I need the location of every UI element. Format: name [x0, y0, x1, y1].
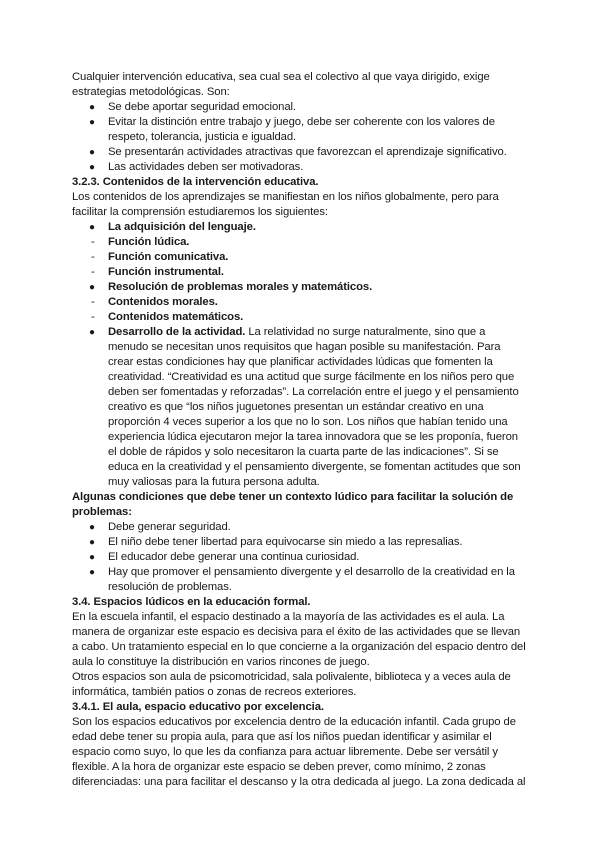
- dash-icon: -: [91, 296, 95, 308]
- document-page: [72, 70, 528, 790]
- list-item-text: Hay que promover el pensamiento divergente y el desarrollo de la creatividad en la resolución de problemas.: [108, 566, 515, 593]
- list-item: [72, 565, 528, 595]
- contents-list: [72, 220, 528, 490]
- list-item-text: Resolución de problemas morales y matemáticos.: [108, 281, 373, 293]
- list-item-text: Debe generar seguridad.: [108, 521, 231, 533]
- section-3-4-paragraph-2: Otros espacios son aula de psicomotricidad, sala polivalente, biblioteca y a veces aula de informática, también patios o zonas de recreos exteriores.: [72, 671, 511, 698]
- list-item: [72, 220, 528, 235]
- section-heading-3-4: 3.4. Espacios lúdicos en la educación formal.: [72, 596, 311, 608]
- list-item: [72, 535, 528, 550]
- strategies-list: [72, 100, 528, 175]
- list-item-text: La adquisición del lenguaje.: [108, 221, 256, 233]
- list-item-text: Función instrumental.: [108, 266, 224, 278]
- bullet-icon: ●: [89, 282, 95, 293]
- bullet-icon: ●: [89, 117, 95, 128]
- dash-icon: -: [91, 311, 95, 323]
- list-item-text: Función lúdica.: [108, 236, 190, 248]
- list-item: [72, 280, 528, 295]
- list-item-text: Contenidos matemáticos.: [108, 311, 244, 323]
- section-heading-3-4-1: 3.4.1. El aula, espacio educativo por excelencia.: [72, 701, 324, 713]
- list-item: [72, 325, 528, 490]
- bullet-icon: ●: [89, 222, 95, 233]
- list-item-text: El educador debe generar una continua curiosidad.: [108, 551, 360, 563]
- intro-paragraph: Cualquier intervención educativa, sea cual sea el colectivo al que vaya dirigido, exige estrategias metodológicas. Son:: [72, 71, 490, 98]
- list-item-text: Evitar la distinción entre trabajo y juego, debe ser coherente con los valores de respeto, tolerancia, justicia e igualdad.: [108, 116, 495, 143]
- list-item: [72, 160, 528, 175]
- list-item: [72, 100, 528, 115]
- dash-icon: -: [91, 251, 95, 263]
- list-item: [72, 145, 528, 160]
- bullet-icon: ●: [89, 522, 95, 533]
- list-item-text: Se debe aportar seguridad emocional.: [108, 101, 296, 113]
- list-item-text: Se presentarán actividades atractivas que favorezcan el aprendizaje significativo.: [108, 146, 507, 158]
- list-item: [72, 265, 528, 280]
- list-item-text: Función comunicativa.: [108, 251, 229, 263]
- list-item: [72, 310, 528, 325]
- conditions-heading: Algunas condiciones que debe tener un contexto lúdico para facilitar la solución de problemas:: [72, 491, 514, 518]
- bullet-icon: ●: [89, 537, 95, 548]
- dash-icon: -: [91, 236, 95, 248]
- section-3-4-paragraph-1: En la escuela infantil, el espacio destinado a la mayoría de las actividades es el aula. La manera de organizar este espacio es decisiva para el éxito de las actividades que se llevan a cabo. Un tratamiento especial en lo que concierne a la organización del espacio dentro del aula lo constituye la distribución en varios rincones de juego.: [72, 611, 526, 668]
- bullet-icon: ●: [89, 567, 95, 578]
- bullet-icon: ●: [89, 327, 95, 338]
- list-item-text: El niño debe tener libertad para equivocarse sin miedo a las represalias.: [108, 536, 463, 548]
- list-item-text: Las actividades deben ser motivadoras.: [108, 161, 304, 173]
- creativity-title: Desarrollo de la actividad.: [108, 326, 246, 338]
- list-item: [72, 235, 528, 250]
- list-item: [72, 550, 528, 565]
- list-item-text: Contenidos morales.: [108, 296, 218, 308]
- bullet-icon: ●: [89, 102, 95, 113]
- list-item: [72, 520, 528, 535]
- creativity-text: La relatividad no surge naturalmente, sino que a menudo se necesitan unos requisitos que hagan posible su manifestación. Para crear estas condiciones hay que planificar actividades lúdicas que fomenten la creatividad. “Creatividad es una actitud que surge fácilmente en los niños pero que deben ser fomentadas y reforzadas”. La correlación entre el juego y el pensamiento creativo es que “los niños juguetones presentan un estándar creativo en una proporción 4 veces superior a los que no lo son. Los niños que habían tenido una experiencia lúdica ejecutaron mejor la tarea innovadora que se les proponía, fueron el doble de rápidos y solo necesitaron la cuarta parte de las indicaciones”. Si se educa en la creatividad y el pensamiento divergente, se fomentan actitudes que son muy valiosas para la futura persona adulta.: [108, 326, 521, 488]
- conditions-list: [72, 520, 528, 595]
- list-item: [72, 115, 528, 145]
- section-heading-3-2-3: 3.2.3. Contenidos de la intervención educativa.: [72, 176, 319, 188]
- section-3-4-1-paragraph-1: Son los espacios educativos por excelencia dentro de la educación infantil. Cada grupo de edad debe tener su propia aula, para que así los niños puedan identificar y asimilar el espacio como suyo, lo que les da confianza para actuar libremente. Debe ser versátil y flexible. A la hora de organizar este espacio se deben prever, como mínimo, 2 zonas diferenciadas: una para facilitar el descanso y la otra dedicada al juego. La zona dedicada al: [72, 716, 526, 788]
- list-item: [72, 250, 528, 265]
- bullet-icon: ●: [89, 552, 95, 563]
- bullet-icon: ●: [89, 162, 95, 173]
- dash-icon: -: [91, 266, 95, 278]
- list-item: [72, 295, 528, 310]
- section-3-2-3-intro: Los contenidos de los aprendizajes se manifiestan en los niños globalmente, pero para facilitar la comprensión estudiaremos los siguientes:: [72, 191, 499, 218]
- bullet-icon: ●: [89, 147, 95, 158]
